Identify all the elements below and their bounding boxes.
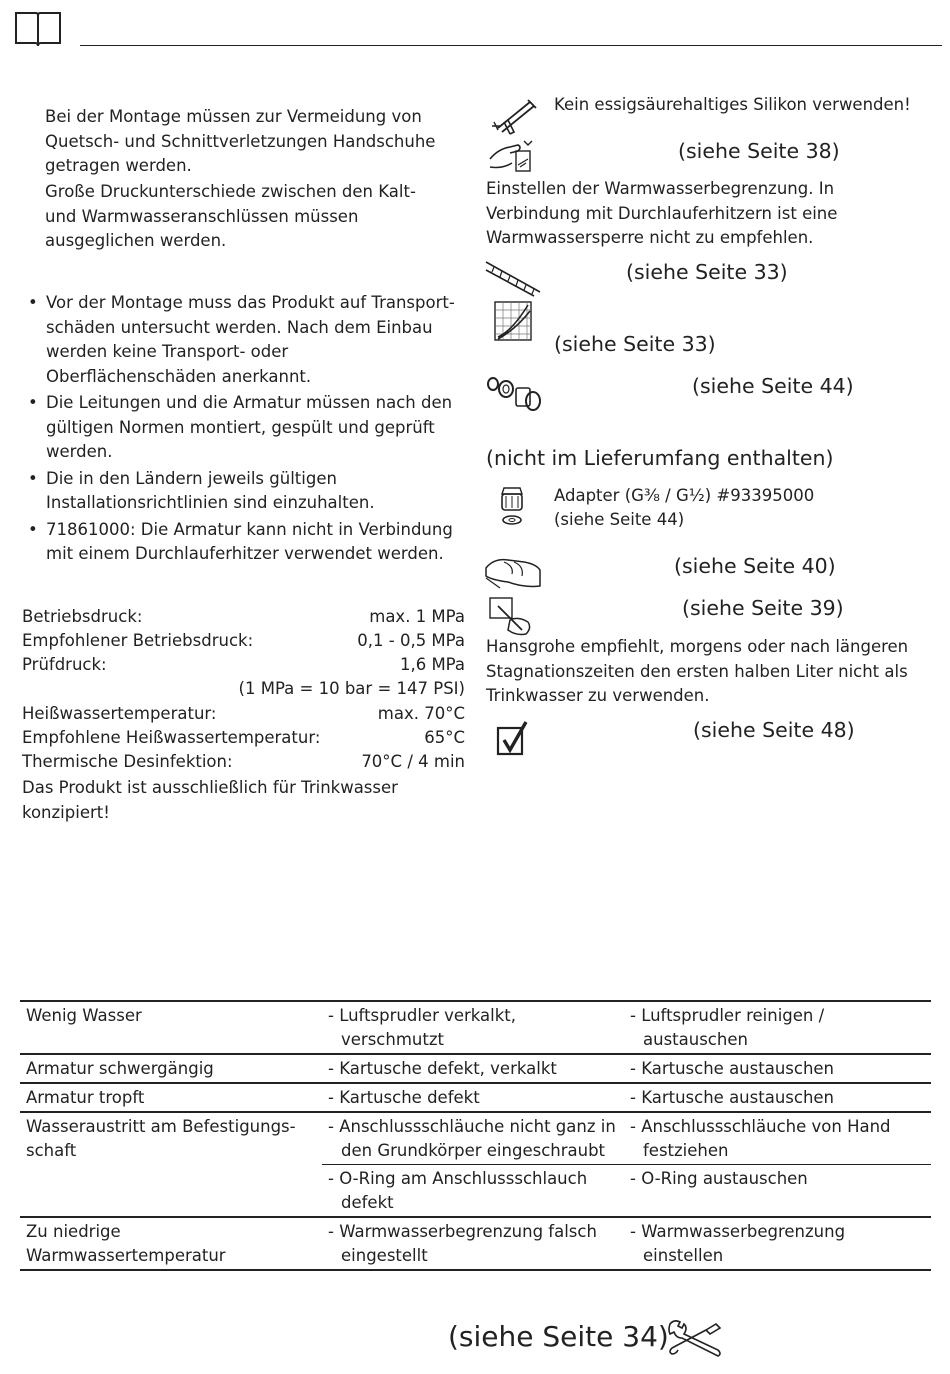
ruler-icon	[484, 258, 542, 298]
remedy-cell: - Anschlussschläuche von Hand festziehen	[630, 1117, 891, 1160]
list-item: • Vor der Montage muss das Produkt auf Transportschäden untersucht werden. Nach dem Einbau werden keine Transport- oder Oberflächenschäden anerkannt.	[22, 291, 462, 389]
remedy-cell: - Kartusche austauschen	[630, 1088, 835, 1107]
troubleshooting-table	[20, 1000, 931, 1271]
remedy-cell: - Kartusche austauschen	[630, 1059, 835, 1078]
cause-cell-wrap	[322, 1217, 624, 1270]
list-item: • 71861000: Die Armatur kann nicht in Verbindung mit einem Durchlauferhitzer verwendet werden.	[22, 518, 462, 567]
silicone-note: Kein essigsäurehaltiges Silikon verwenden!	[554, 95, 911, 114]
spec-value: max. 70°C	[377, 704, 465, 723]
table-row	[20, 1054, 931, 1083]
spec-row	[22, 605, 465, 629]
cause-cell: - Kartusche defekt	[328, 1088, 480, 1107]
silicone-gun-icon	[490, 96, 546, 136]
remedy-cell-wrap	[624, 1083, 931, 1112]
spec-value: 65°C	[424, 728, 465, 747]
hand-cartridge-icon	[488, 137, 536, 177]
ref-page-34: (siehe Seite 34)	[448, 1320, 669, 1353]
table-row	[20, 1217, 931, 1270]
wrench-screwdriver-icon	[666, 1318, 724, 1358]
cause-cell-wrap	[322, 1001, 624, 1054]
spec-row	[22, 677, 465, 701]
cause-cell: - O-Ring am Anschlussschlauch defekt	[328, 1169, 588, 1212]
spec-row	[22, 702, 465, 726]
warmwater-text: Einstellen der Warmwasserbegrenzung. In Verbindung mit Durchlauferhitzern ist eine Warmwassersperre nicht zu empfehlen.	[486, 179, 838, 247]
ref-page-33-b: (siehe Seite 33)	[554, 332, 716, 356]
ref-page-48: (siehe Seite 48)	[693, 718, 855, 742]
hansgrohe-recommendation: Hansgrohe empfiehlt, morgens oder nach längeren Stagnationszeiten den ersten halben Liter nicht als Trinkwasser zu verwenden.	[486, 637, 909, 705]
header-rule	[80, 45, 942, 46]
spec-value: max. 1 MPa	[369, 607, 465, 626]
hand-screwdriver-icon	[488, 596, 534, 636]
problem-cell: Armatur schwergängig	[20, 1054, 322, 1083]
spec-value: 0,1 - 0,5 MPa	[357, 631, 465, 650]
cause-cell: - Warmwasserbegrenzung falsch eingestellt	[328, 1222, 597, 1265]
problem-cell: Zu niedrige Warmwassertemperatur	[20, 1217, 322, 1270]
spec-label: Betriebsdruck:	[22, 607, 143, 626]
installation-notes-list	[22, 291, 462, 569]
spec-label: Prüfdruck:	[22, 655, 107, 674]
problem-cell: Wenig Wasser	[20, 1001, 322, 1054]
ref-page-40: (siehe Seite 40)	[674, 554, 836, 578]
ref-page-33-a: (siehe Seite 33)	[626, 260, 788, 284]
ref-page-44: (siehe Seite 44)	[692, 374, 854, 398]
spec-row	[22, 726, 465, 750]
spec-row	[22, 629, 465, 653]
cleaning-hand-icon	[484, 552, 542, 590]
cause-cell: - Kartusche defekt, verkalkt	[328, 1059, 557, 1078]
cause-cell-wrap	[322, 1083, 624, 1112]
remedy-cell: - Warmwasserbegrenzung einstellen	[630, 1222, 846, 1265]
remedy-cell-wrap	[624, 1054, 931, 1083]
remedy-cell-wrap	[624, 1112, 931, 1165]
list-item: • Die Leitungen und die Armatur müssen nach den gültigen Normen montiert, gespült und geprüft werden.	[22, 391, 462, 465]
cause-cell: - Anschlussschläuche nicht ganz in den Grundkörper eingeschraubt	[328, 1117, 616, 1160]
cause-cell-wrap	[322, 1054, 624, 1083]
orings-icon	[486, 374, 542, 414]
list-item: • Die in den Ländern jeweils gültigen Installationsrichtlinien sind einzuhalten.	[22, 467, 462, 516]
spec-row	[22, 750, 465, 774]
cause-cell-wrap	[322, 1112, 624, 1165]
spec-label: Heißwassertemperatur:	[22, 704, 217, 723]
table-row	[20, 1083, 931, 1112]
table-row	[20, 1001, 931, 1054]
not-included-heading: (nicht im Lieferumfang enthalten)	[486, 446, 834, 470]
adapter-line-2: (siehe Seite 44)	[554, 510, 685, 529]
remedy-cell-wrap	[624, 1001, 931, 1054]
safety-paragraph-2: Große Druckunterschiede zwischen den Kalt- und Warmwasseranschlüssen müssen ausgeglichen werden.	[45, 182, 416, 250]
cause-cell: - Luftsprudler verkalkt, verschmutzt	[328, 1006, 517, 1049]
spec-label: Empfohlener Betriebsdruck:	[22, 631, 254, 650]
adapter-icon	[498, 486, 526, 528]
book-icon	[14, 10, 62, 48]
spec-value: 1,6 MPa	[399, 655, 465, 674]
problem-cell: Wasseraustritt am Befestigungsschaft	[20, 1112, 322, 1217]
table-row	[20, 1112, 931, 1165]
spec-value: 70°C / 4 min	[361, 752, 465, 771]
spec-label: Thermische Desinfektion:	[22, 752, 233, 771]
remedy-cell-wrap	[624, 1217, 931, 1270]
safety-paragraph-1: Bei der Montage müssen zur Vermeidung von Quetsch- und Schnittverletzungen Handschuhe getragen werden.	[45, 107, 436, 175]
remedy-cell: - Luftsprudler reinigen / austauschen	[630, 1006, 825, 1049]
cause-cell-wrap	[322, 1165, 624, 1218]
diagram-icon	[494, 301, 532, 341]
problem-cell: Armatur tropft	[20, 1083, 322, 1112]
ref-page-38: (siehe Seite 38)	[678, 139, 840, 163]
remedy-cell: - O-Ring austauschen	[630, 1169, 808, 1188]
spec-row	[22, 653, 465, 677]
checkbox-icon	[496, 720, 530, 756]
specs-note: Das Produkt ist ausschließlich für Trinkwasser konzipiert!	[22, 778, 398, 822]
ref-page-39: (siehe Seite 39)	[682, 596, 844, 620]
spec-label: Empfohlene Heißwassertemperatur:	[22, 728, 321, 747]
spec-value: (1 MPa = 10 bar = 147 PSI)	[238, 679, 465, 698]
adapter-line-1: Adapter (G⅜ / G½) #93395000	[554, 486, 815, 505]
remedy-cell-wrap	[624, 1165, 931, 1218]
